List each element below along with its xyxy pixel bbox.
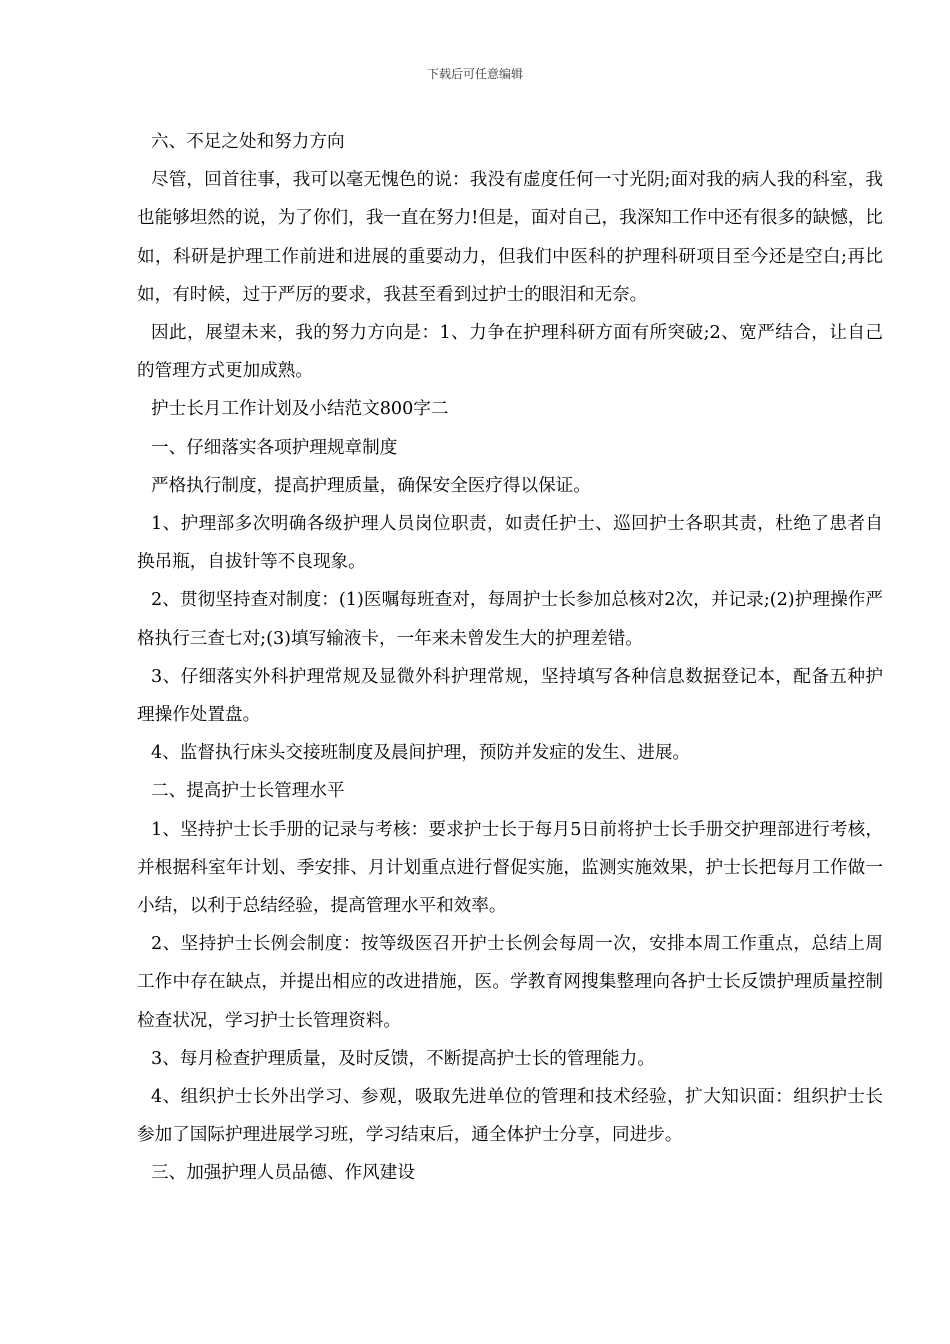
section-heading-6: 六、不足之处和努力方向	[151, 132, 345, 152]
body-paragraph: 因此，展望未来，我的努力方向是：1、力争在护理科研方面有所突破;2、宽严结合，让自己的管理方式更加成熟。	[137, 323, 883, 382]
section-heading-1: 一、仔细落实各项护理规章制度	[151, 437, 398, 458]
document-body	[137, 123, 883, 1193]
document-subtitle: 护士长月工作计划及小结范文800字二	[151, 399, 449, 420]
section-heading-3: 三、加强护理人员品德、作风建设	[151, 1163, 415, 1184]
body-paragraph: 尽管，回首往事，我可以毫无愧色的说：我没有虚度任何一寸光阴;面对我的病人我的科室，我也能够坦然的说，为了你们，我一直在努力!但是，面对自己，我深知工作中还有很多的缺憾，比如，科研是护理工作前进和进展的重要动力，但我们中医科的护理科研项目至今还是空白;再比如，有时候，过于严厉的要求，我甚至看到过护士的眼泪和无奈。	[137, 170, 884, 305]
list-item: 1、坚持护士长手册的记录与考核：要求护士长于每月5日前将护士长手册交护理部进行考核，并根据科室年计划、季安排、月计划重点进行督促实施，监测实施效果，护士长把每月工作做一小结，以利于总结经验，提高管理水平和效率。	[137, 819, 883, 917]
section-heading-2: 二、提高护士长管理水平	[151, 781, 345, 802]
list-item: 4、监督执行床头交接班制度及晨间护理，预防并发症的发生、进展。	[151, 743, 691, 764]
list-item: 4、组织护士长外出学习、参观，吸取先进单位的管理和技术经验，扩大知识面：组织护士长参加了国际护理进展学习班，学习结束后，通全体护士分享，同进步。	[137, 1087, 883, 1146]
list-item: 3、仔细落实外科护理常规及显微外科护理常规，坚持填写各种信息数据登记本，配备五种护理操作处置盘。	[137, 666, 883, 726]
body-paragraph: 严格执行制度，提高护理质量，确保安全医疗得以保证。	[151, 475, 591, 496]
list-item: 3、每月检查护理质量，及时反馈，不断提高护士长的管理能力。	[151, 1048, 655, 1069]
list-item: 2、贯彻坚持查对制度：(1)医嘱每班查对，每周护士长参加总核对2次，并记录;(2)护理操作严格执行三查七对;(3)填写输液卡，一年来未曾发生大的护理差错。	[137, 590, 883, 649]
list-item: 2、坚持护士长例会制度：按等级医召开护士长例会每周一次，安排本周工作重点，总结上周工作中存在缺点，并提出相应的改进措施，医。学教育网搜集整理向各护士长反馈护理质量控制检查状况，学习护士长管理资料。	[137, 934, 883, 1031]
page-header: 下载后可任意编辑	[426, 67, 523, 81]
list-item: 1、护理部多次明确各级护理人员岗位职责，如责任护士、巡回护士各职其责，杜绝了患者自换吊瓶，自拔针等不良现象。	[137, 514, 883, 573]
